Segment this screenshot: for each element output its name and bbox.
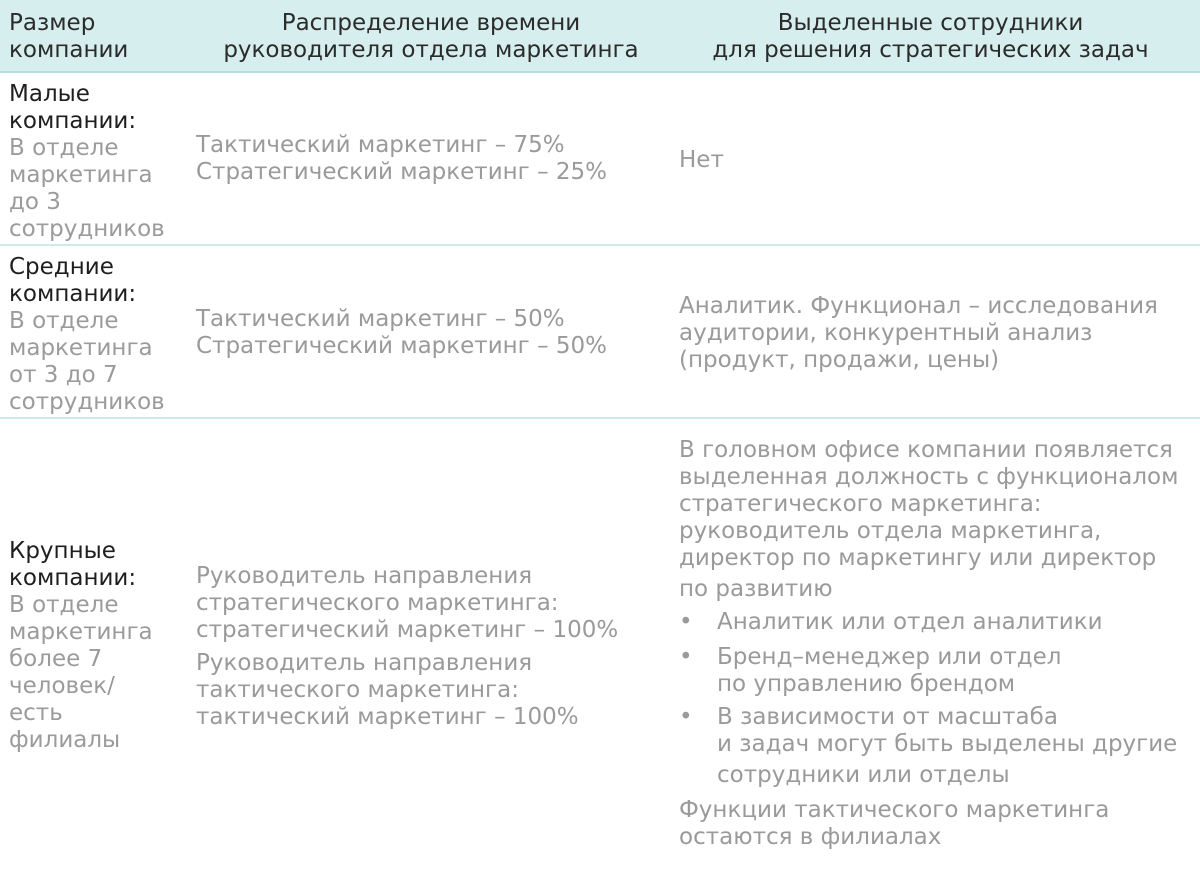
time-distribution-cell: Тактический маркетинг – 50% Стратегический маркетинг – 50% xyxy=(196,306,608,359)
table-row-medium xyxy=(0,246,1200,417)
header-time-distribution: Распределение времени руководителя отдела маркетинга xyxy=(223,10,639,63)
table-row-large xyxy=(0,419,1200,871)
bullet-icon: • xyxy=(679,644,693,670)
header-company-size: Размер компании xyxy=(9,10,129,63)
staff-intro: В головном офисе компании появляется выделенная должность с функционалом стратегического маркетинга: руководитель отдела маркетинга, директор по маркетингу или директор по развитию xyxy=(679,437,1179,602)
header-dedicated-staff: Выделенные сотрудники для решения стратегических задач xyxy=(712,10,1149,63)
list-item: • Аналитик или отдел аналитики xyxy=(679,609,1103,635)
time-distribution-cell: Руководитель направления стратегического маркетинга: стратегический маркетинг – 100% Руководитель направления тактического маркетинга: тактический маркетинг – 100% xyxy=(196,563,619,730)
table-row-small xyxy=(0,73,1200,244)
list-item: • Бренд–менеджер или отдел по управлению брендом xyxy=(679,644,1062,697)
dedicated-staff-cell xyxy=(679,437,1194,851)
dedicated-staff-cell: Нет xyxy=(679,147,724,173)
list-item: • В зависимости от масштаба и задач могут быть выделены другие сотрудники или отделы xyxy=(679,704,1178,788)
company-size-cell: Малые компании: В отделе маркетинга до 3 сотрудников xyxy=(9,81,165,242)
bullet-icon: • xyxy=(679,609,693,635)
dedicated-staff-cell: Аналитик. Функционал – исследования аудитории, конкурентный анализ (продукт, продажи, цены) xyxy=(679,293,1158,373)
company-size-cell: Крупные компании: В отделе маркетинга более 7 человек/ есть филиалы xyxy=(9,538,153,753)
time-distribution-cell: Тактический маркетинг – 75% Стратегический маркетинг – 25% xyxy=(196,132,608,185)
staff-outro: Функции тактического маркетинга остаются в филиалах xyxy=(679,797,1110,850)
bullet-icon: • xyxy=(679,704,693,730)
table-header xyxy=(0,0,1200,73)
company-size-cell: Средние компании: В отделе маркетинга от 3 до 7 сотрудников xyxy=(9,254,165,415)
